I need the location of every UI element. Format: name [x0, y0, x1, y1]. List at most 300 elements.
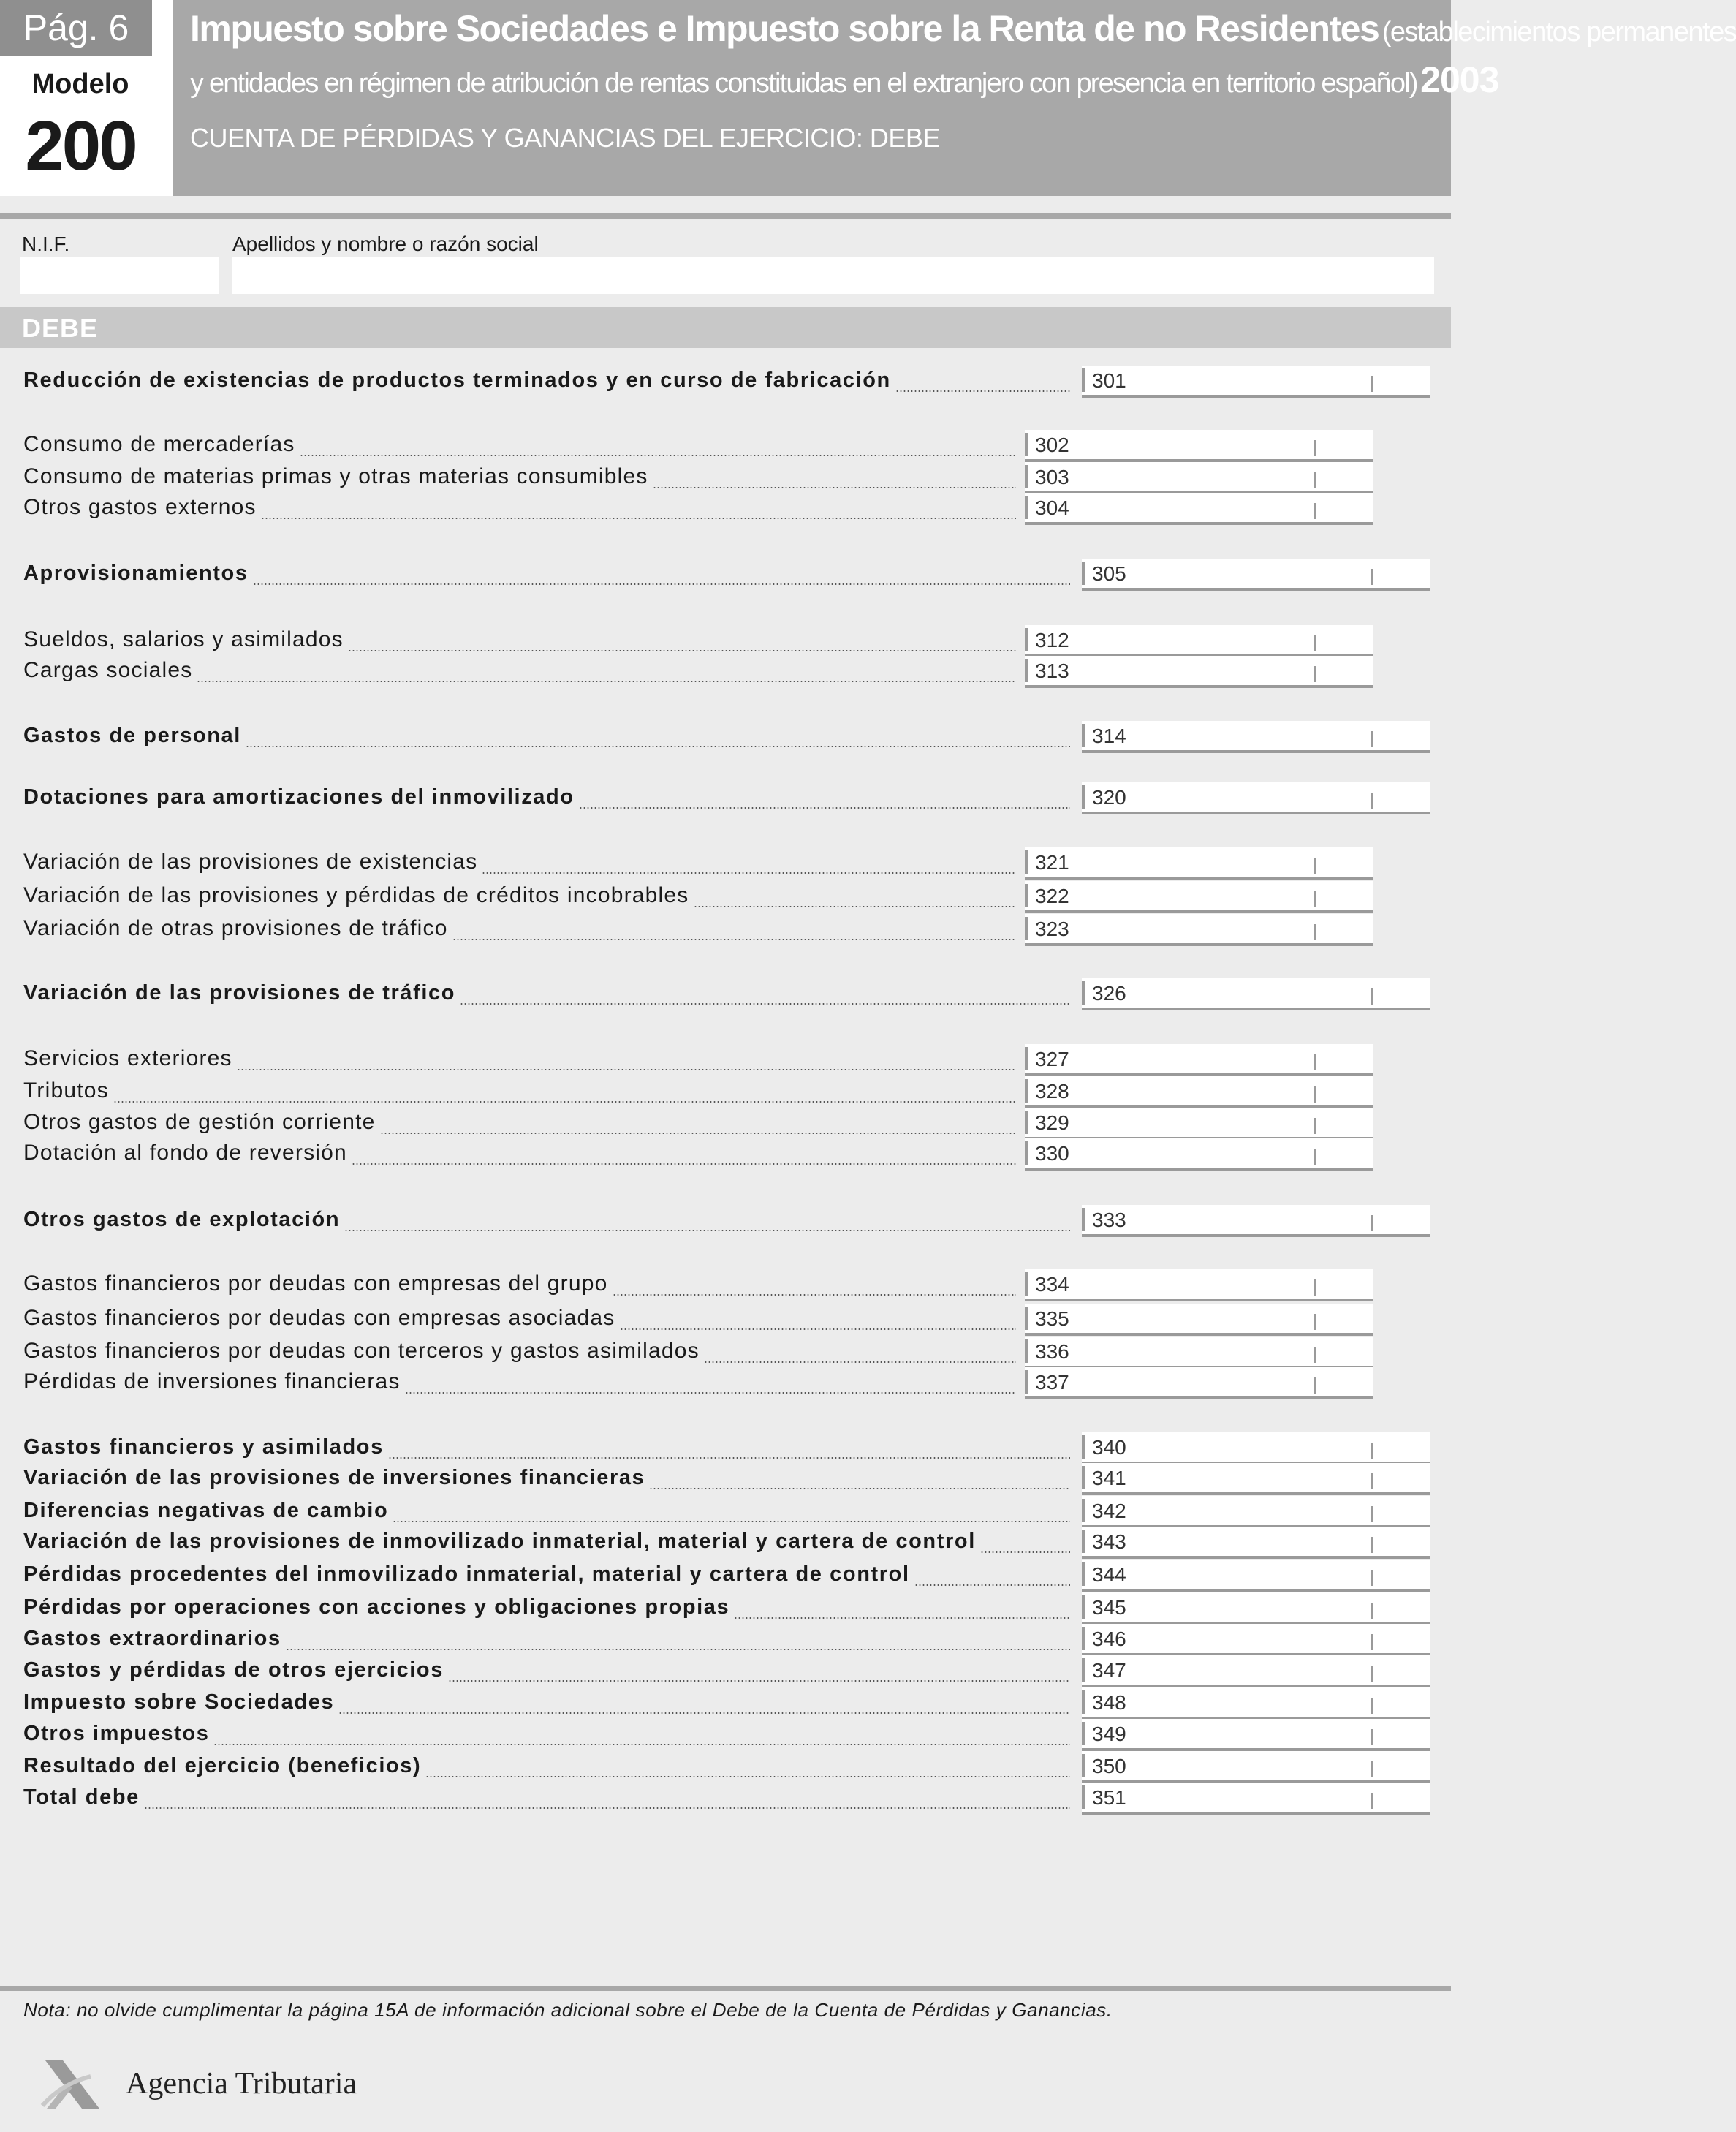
decimal-separator — [1371, 569, 1373, 585]
box-code: 312 — [1035, 629, 1069, 651]
row-label — [23, 654, 1016, 687]
row-label-text: Reducción de existencias de productos terminados y en curso de fabricación — [23, 368, 891, 392]
dot-leader — [253, 583, 1070, 585]
dot-leader — [425, 1776, 1070, 1777]
form-row-345 — [0, 1591, 1451, 1623]
dot-leader — [613, 1294, 1017, 1296]
row-label-text: Sueldos, salarios y asimilados — [23, 627, 344, 651]
form-row-302 — [0, 428, 1451, 461]
row-label — [23, 880, 1016, 912]
form-year: 2003 — [1420, 59, 1499, 100]
box-code: 348 — [1092, 1691, 1126, 1714]
decimal-separator — [1371, 1473, 1373, 1489]
amount-input-350[interactable] — [1148, 1751, 1367, 1782]
form-row-335 — [0, 1302, 1451, 1334]
amount-input-330[interactable] — [1091, 1138, 1310, 1169]
row-label — [23, 781, 1070, 813]
box-left-bar — [1082, 368, 1085, 392]
amount-input-333[interactable] — [1148, 1205, 1367, 1236]
decimal-separator — [1371, 1793, 1373, 1809]
box-left-bar — [1082, 1627, 1085, 1650]
amount-input-312[interactable] — [1091, 625, 1310, 656]
amount-box-327 — [1025, 1044, 1373, 1076]
box-left-bar — [1082, 1435, 1085, 1459]
box-left-bar — [1082, 562, 1085, 585]
row-label-text: Gastos financieros por deudas con empresas del grupo — [23, 1271, 608, 1296]
box-left-bar — [1082, 981, 1085, 1005]
amount-box-326 — [1082, 978, 1430, 1010]
decimal-separator — [1314, 1377, 1316, 1394]
box-code: 326 — [1092, 982, 1126, 1005]
row-label — [23, 1106, 1016, 1138]
amount-input-326[interactable] — [1148, 978, 1367, 1009]
row-label — [23, 1654, 1070, 1686]
row-label-text: Gastos financieros por deudas con empresas asociadas — [23, 1306, 615, 1330]
amount-box-336 — [1025, 1337, 1373, 1369]
form-row-305 — [0, 557, 1451, 589]
amount-input-327[interactable] — [1091, 1044, 1310, 1075]
box-code: 347 — [1092, 1659, 1126, 1682]
row-label-text: Impuesto sobre Sociedades — [23, 1690, 335, 1714]
form-row-322 — [0, 880, 1451, 912]
amount-input-314[interactable] — [1148, 721, 1367, 752]
row-label — [23, 719, 1070, 752]
row-label — [23, 1462, 1070, 1494]
dot-leader — [388, 1457, 1070, 1459]
dot-leader — [895, 390, 1070, 392]
footer-divider — [0, 1986, 1451, 1991]
amount-input-347[interactable] — [1148, 1655, 1367, 1686]
box-left-bar — [1025, 1272, 1028, 1296]
amount-box-346 — [1082, 1624, 1430, 1656]
decimal-separator — [1371, 1634, 1373, 1650]
dot-leader — [286, 1649, 1070, 1650]
dot-leader — [734, 1617, 1070, 1619]
row-label-text: Consumo de materias primas y otras materias consumibles — [23, 464, 648, 488]
row-label-text: Otros gastos de gestión corriente — [23, 1110, 376, 1134]
amount-box-342 — [1082, 1496, 1430, 1528]
decimal-separator — [1314, 440, 1316, 456]
form-row-336 — [0, 1335, 1451, 1367]
box-code: 303 — [1035, 466, 1069, 488]
row-label — [23, 1431, 1070, 1463]
box-code: 329 — [1035, 1111, 1069, 1134]
form-row-334 — [0, 1268, 1451, 1300]
row-label-text: Dotación al fondo de reversión — [23, 1141, 347, 1165]
amount-box-323 — [1025, 914, 1373, 946]
dot-leader — [338, 1712, 1070, 1714]
row-label-text: Otros gastos de explotación — [23, 1208, 341, 1231]
row-label-text: Gastos y pérdidas de otros ejercicios — [23, 1658, 444, 1682]
form-row-350 — [0, 1750, 1451, 1782]
dot-leader — [694, 906, 1016, 907]
amount-input-321[interactable] — [1091, 847, 1310, 878]
form-row-346 — [0, 1622, 1451, 1655]
box-code: 314 — [1092, 725, 1126, 747]
amount-box-335 — [1025, 1304, 1373, 1336]
amount-input-328[interactable] — [1091, 1076, 1310, 1107]
box-code: 305 — [1092, 562, 1126, 585]
row-label-text: Gastos financieros por deudas con terceros y gastos asimilados — [23, 1339, 700, 1363]
decimal-separator — [1314, 891, 1316, 907]
amount-input-336[interactable] — [1091, 1337, 1310, 1367]
amount-box-337 — [1025, 1367, 1373, 1399]
amount-box-303 — [1025, 462, 1373, 494]
decimal-separator — [1371, 1666, 1373, 1682]
row-label-text: Variación de las provisiones de existencias — [23, 850, 478, 874]
amount-input-329[interactable] — [1091, 1108, 1310, 1138]
form-row-344 — [0, 1558, 1451, 1590]
decimal-separator — [1371, 988, 1373, 1005]
box-code: 334 — [1035, 1273, 1069, 1296]
box-code: 349 — [1092, 1723, 1126, 1745]
box-code: 342 — [1092, 1500, 1126, 1522]
row-label-text: Variación de las provisiones de tráfico — [23, 981, 456, 1005]
box-left-bar — [1025, 1111, 1028, 1134]
row-label-text: Servicios exteriores — [23, 1046, 232, 1070]
amount-box-348 — [1082, 1687, 1430, 1720]
box-left-bar — [1025, 1370, 1028, 1394]
amount-input-322[interactable] — [1091, 881, 1310, 912]
row-label — [23, 1686, 1070, 1718]
box-left-bar — [1082, 1208, 1085, 1231]
box-left-bar — [1025, 1079, 1028, 1103]
row-label — [23, 461, 1016, 493]
form-row-312 — [0, 624, 1451, 656]
row-label — [23, 1075, 1016, 1107]
box-left-bar — [1082, 724, 1085, 747]
row-label — [23, 1203, 1070, 1236]
form-row-326 — [0, 977, 1451, 1009]
form-row-314 — [0, 719, 1451, 752]
amount-input-337[interactable] — [1091, 1367, 1310, 1398]
amount-input-301[interactable] — [1148, 366, 1367, 396]
decimal-separator — [1314, 1347, 1316, 1363]
box-left-bar — [1025, 628, 1028, 651]
title-line-1 — [190, 7, 1736, 50]
row-label — [23, 1622, 1070, 1655]
box-left-bar — [1082, 1785, 1085, 1809]
decimal-separator — [1314, 635, 1316, 651]
amount-box-329 — [1025, 1108, 1373, 1140]
form-header — [0, 0, 1736, 196]
box-left-bar — [1082, 1690, 1085, 1714]
row-label — [23, 846, 1016, 878]
row-label-text: Variación de las provisiones de inversiones financieras — [23, 1466, 645, 1489]
amount-box-313 — [1025, 656, 1373, 688]
box-code: 343 — [1092, 1530, 1126, 1553]
box-left-bar — [1025, 884, 1028, 907]
amount-input-345[interactable] — [1148, 1592, 1367, 1623]
box-code: 322 — [1035, 885, 1069, 907]
decimal-separator — [1371, 793, 1373, 809]
dot-leader — [405, 1392, 1016, 1394]
amount-box-302 — [1025, 430, 1373, 462]
nif-label: N.I.F. — [22, 233, 70, 255]
row-label-text: Pérdidas de inversiones financieras — [23, 1369, 401, 1394]
row-label-text: Pérdidas por operaciones con acciones y obligaciones propias — [23, 1595, 730, 1619]
decimal-separator — [1314, 858, 1316, 874]
dot-leader — [213, 1744, 1070, 1745]
dot-leader — [482, 872, 1016, 874]
dot-leader — [460, 1003, 1070, 1005]
amount-box-347 — [1082, 1655, 1430, 1687]
box-code: 350 — [1092, 1755, 1126, 1777]
decimal-separator — [1314, 472, 1316, 488]
amount-box-301 — [1082, 366, 1430, 398]
amount-box-340 — [1082, 1432, 1430, 1464]
modelo-label: Modelo — [31, 69, 129, 99]
dot-leader — [448, 1680, 1070, 1682]
form-row-340 — [0, 1431, 1451, 1463]
amount-box-341 — [1082, 1463, 1430, 1495]
decimal-separator — [1371, 1215, 1373, 1231]
box-left-bar — [1082, 1595, 1085, 1619]
row-label-text: Otros impuestos — [23, 1722, 210, 1745]
decimal-separator — [1314, 1279, 1316, 1296]
nif-input[interactable] — [20, 257, 219, 294]
box-code: 344 — [1092, 1563, 1126, 1586]
amount-input-343[interactable] — [1148, 1527, 1367, 1557]
row-label — [23, 1137, 1016, 1169]
amount-box-322 — [1025, 881, 1373, 913]
box-left-bar — [1025, 917, 1028, 940]
box-code: 321 — [1035, 851, 1069, 874]
box-left-bar — [1025, 659, 1028, 682]
amount-box-349 — [1082, 1719, 1430, 1751]
decimal-separator — [1314, 924, 1316, 940]
form-row-337 — [0, 1366, 1451, 1398]
box-code: 302 — [1035, 434, 1069, 456]
decimal-separator — [1314, 1086, 1316, 1103]
dot-leader — [246, 746, 1070, 747]
form-row-320 — [0, 781, 1451, 813]
amount-input-313[interactable] — [1091, 656, 1310, 687]
modelo-number: 200 — [25, 107, 136, 185]
dot-leader — [452, 939, 1016, 940]
dot-leader — [113, 1101, 1016, 1103]
amount-box-312 — [1025, 625, 1373, 657]
row-label — [23, 912, 1016, 945]
amount-box-333 — [1082, 1205, 1430, 1237]
form-row-330 — [0, 1137, 1451, 1169]
row-label — [23, 1043, 1016, 1075]
box-code: 320 — [1092, 786, 1126, 809]
decimal-separator — [1314, 666, 1316, 682]
box-code: 345 — [1092, 1596, 1126, 1619]
box-code: 337 — [1035, 1371, 1069, 1394]
box-code: 336 — [1035, 1340, 1069, 1363]
amount-input-351[interactable] — [1148, 1783, 1367, 1813]
amount-input-344[interactable] — [1148, 1560, 1367, 1590]
row-label-text: Tributos — [23, 1078, 109, 1103]
form-row-301 — [0, 364, 1451, 396]
box-left-bar — [1082, 1658, 1085, 1682]
dot-leader — [344, 1230, 1070, 1231]
amount-box-334 — [1025, 1269, 1373, 1301]
dot-leader — [649, 1488, 1070, 1489]
box-left-bar — [1082, 1722, 1085, 1745]
box-left-bar — [1025, 1307, 1028, 1330]
amount-box-350 — [1082, 1751, 1430, 1783]
amount-input-320[interactable] — [1148, 782, 1367, 813]
amount-box-351 — [1082, 1783, 1430, 1815]
decimal-separator — [1371, 1761, 1373, 1777]
box-code: 333 — [1092, 1209, 1126, 1231]
row-label — [23, 428, 1016, 461]
row-label-text: Otros gastos externos — [23, 495, 257, 519]
box-left-bar — [1082, 1499, 1085, 1522]
form-row-343 — [0, 1525, 1451, 1557]
dot-leader — [300, 455, 1016, 456]
row-label-text: Gastos de personal — [23, 724, 241, 747]
form-row-303 — [0, 461, 1451, 493]
amount-input-346[interactable] — [1148, 1624, 1367, 1655]
decimal-separator — [1314, 1118, 1316, 1134]
dot-leader — [620, 1328, 1017, 1330]
box-left-bar — [1025, 496, 1028, 519]
box-code: 330 — [1035, 1142, 1069, 1165]
form-row-333 — [0, 1203, 1451, 1236]
decimal-separator — [1371, 1698, 1373, 1714]
box-code: 341 — [1092, 1467, 1126, 1489]
row-label-text: Gastos financieros y asimilados — [23, 1435, 384, 1459]
row-label — [23, 557, 1070, 589]
dot-leader — [980, 1551, 1070, 1553]
form-row-341 — [0, 1462, 1451, 1494]
amount-box-344 — [1082, 1560, 1430, 1592]
title-line-2 — [190, 58, 1499, 101]
name-input[interactable] — [232, 257, 1434, 294]
dot-leader — [579, 807, 1070, 809]
row-label-text: Consumo de mercaderías — [23, 432, 295, 456]
decimal-separator — [1371, 1603, 1373, 1619]
row-label — [23, 1335, 1016, 1367]
page-label: Pág. 6 — [0, 0, 152, 56]
box-left-bar — [1082, 1562, 1085, 1586]
dot-leader — [352, 1163, 1016, 1165]
amount-input-302[interactable] — [1091, 430, 1310, 461]
agencia-tributaria-logo-icon — [39, 2054, 105, 2113]
amount-box-345 — [1082, 1592, 1430, 1625]
box-left-bar — [1082, 1754, 1085, 1777]
dot-leader — [197, 681, 1016, 682]
form-row-329 — [0, 1106, 1451, 1138]
form-row-349 — [0, 1717, 1451, 1750]
box-code: 323 — [1035, 918, 1069, 940]
decimal-separator — [1314, 1149, 1316, 1165]
form-row-304 — [0, 491, 1451, 523]
row-label — [23, 1717, 1070, 1750]
form-row-321 — [0, 846, 1451, 878]
dot-leader — [380, 1133, 1017, 1134]
amount-box-320 — [1082, 782, 1430, 814]
amount-input-303[interactable] — [1091, 462, 1310, 493]
amount-input-305[interactable] — [1148, 559, 1367, 589]
dot-leader — [261, 518, 1016, 519]
amount-input-335[interactable] — [1091, 1304, 1310, 1334]
row-label-text: Diferencias negativas de cambio — [23, 1499, 389, 1522]
box-code: 328 — [1035, 1080, 1069, 1103]
box-left-bar — [1025, 465, 1028, 488]
row-label-text: Cargas sociales — [23, 658, 193, 682]
row-label — [23, 1268, 1016, 1300]
form-subtitle: CUENTA DE PÉRDIDAS Y GANANCIAS DEL EJERCICIO: DEBE — [190, 123, 940, 153]
dot-leader — [653, 487, 1016, 488]
box-code: 335 — [1035, 1307, 1069, 1330]
decimal-separator — [1371, 1570, 1373, 1586]
box-left-bar — [1025, 1339, 1028, 1363]
amount-input-323[interactable] — [1091, 914, 1310, 945]
amount-box-314 — [1082, 721, 1430, 753]
amount-input-348[interactable] — [1148, 1687, 1367, 1718]
box-left-bar — [1082, 1466, 1085, 1489]
amount-input-304[interactable] — [1091, 493, 1310, 523]
amount-input-334[interactable] — [1091, 1269, 1310, 1300]
amount-input-341[interactable] — [1148, 1463, 1367, 1494]
decimal-separator — [1371, 1729, 1373, 1745]
form-row-323 — [0, 912, 1451, 945]
form-row-328 — [0, 1075, 1451, 1107]
box-code: 340 — [1092, 1436, 1126, 1459]
form-row-327 — [0, 1043, 1451, 1075]
box-code: 346 — [1092, 1628, 1126, 1650]
amount-box-305 — [1082, 559, 1430, 591]
box-left-bar — [1082, 785, 1085, 809]
box-left-bar — [1025, 1047, 1028, 1070]
amount-box-343 — [1082, 1527, 1430, 1559]
dot-leader — [348, 650, 1016, 651]
row-label-text: Total debe — [23, 1785, 140, 1809]
header-divider — [0, 213, 1451, 219]
amount-box-304 — [1025, 493, 1373, 525]
amount-input-342[interactable] — [1148, 1496, 1367, 1527]
footer-note: Nota: no olvide cumplimentar la página 15A de información adicional sobre el Debe de la Cuenta de Pérdidas y Ganancias. — [23, 1999, 1113, 2021]
row-label — [23, 1525, 1070, 1557]
form-title-parenthetical-1: (establecimientos permanentes — [1381, 17, 1736, 48]
decimal-separator — [1371, 376, 1373, 392]
row-label — [23, 1781, 1070, 1813]
form-row-342 — [0, 1494, 1451, 1527]
decimal-separator — [1371, 1506, 1373, 1522]
agency-name: Agencia Tributaria — [126, 2067, 357, 2101]
amount-input-349[interactable] — [1148, 1719, 1367, 1750]
box-left-bar — [1025, 1141, 1028, 1165]
form-title-parenthetical-2: y entidades en régimen de atribución de rentas constituidas en el extranjero con presencia en territorio español) — [190, 68, 1417, 99]
form-row-348 — [0, 1686, 1451, 1718]
box-left-bar — [1025, 850, 1028, 874]
amount-box-328 — [1025, 1076, 1373, 1108]
box-code: 304 — [1035, 496, 1069, 519]
row-label — [23, 977, 1070, 1009]
box-code: 351 — [1092, 1786, 1126, 1809]
row-label-text: Resultado del ejercicio (beneficios) — [23, 1754, 422, 1777]
name-label: Apellidos y nombre o razón social — [232, 233, 539, 255]
amount-input-340[interactable] — [1148, 1432, 1367, 1463]
row-label — [23, 1591, 1070, 1623]
row-label — [23, 1302, 1016, 1334]
row-label-text: Aprovisionamientos — [23, 562, 249, 585]
dot-leader — [237, 1069, 1016, 1070]
row-label — [23, 1750, 1070, 1782]
row-label-text: Pérdidas procedentes del inmovilizado inmaterial, material y cartera de control — [23, 1562, 910, 1586]
box-code: 313 — [1035, 659, 1069, 682]
title-box — [173, 0, 1736, 196]
row-label-text: Variación de las provisiones y pérdidas de créditos incobrables — [23, 883, 689, 907]
row-label-text: Variación de las provisiones de inmovilizado inmaterial, material y cartera de control — [23, 1530, 976, 1553]
row-label — [23, 1558, 1070, 1590]
row-label — [23, 491, 1016, 523]
